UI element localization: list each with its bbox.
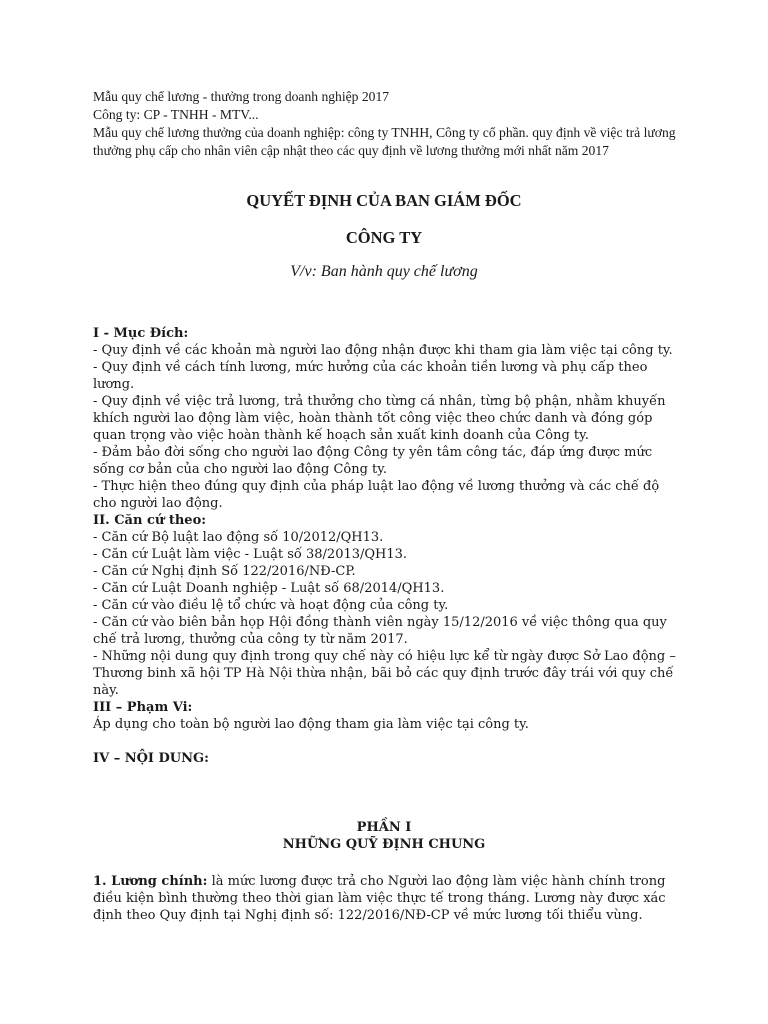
part-heading: [0, 819, 768, 853]
list-item: - Căn cứ Nghị định Số 122/2016/NĐ-CP.: [93, 564, 356, 579]
list-item: - Quy định về việc trả lương, trả thưởng cho từng cá nhân, từng bộ phận, nhằm khuyến khích người lao động làm việc, hoàn thành tốt công việc theo chức danh và đóng góp quan trọng vào việc hoàn thành kế hoạch sản xuất kinh doanh của Công ty.: [93, 394, 666, 443]
document-body: [93, 325, 683, 767]
section-heading-content: IV – NỘI DUNG:: [93, 751, 209, 766]
decision-subtitle: V/v: Ban hành quy chế lương: [290, 263, 478, 280]
intro-line-title: Mẫu quy chế lương - thưởng trong doanh nghiệp 2017: [93, 89, 390, 104]
list-item: - Căn cứ Luật làm việc - Luật số 38/2013/QH13.: [93, 547, 408, 562]
part-title: PHẦN I: [356, 820, 412, 835]
list-item: - Quy định về cách tính lương, mức hưởng của các khoản tiền lương và phụ cấp theo lương.: [93, 360, 648, 392]
intro-line-description: Mẫu quy chế lương thưởng của doanh nghiệp: công ty TNHH, Công ty cổ phần. quy định về việc trả lương thưởng phụ cấp cho nhân viên cập nhật theo các quy định về lương thưởng mới nhất năm 2017: [93, 125, 676, 158]
paragraph-label: 1. Lương chính:: [93, 874, 208, 889]
list-item: - Căn cứ vào điều lệ tổ chức và hoạt động của công ty.: [93, 598, 449, 613]
spacer: [93, 733, 683, 750]
section-heading-scope: III – Phạm Vi:: [93, 700, 193, 715]
list-item: - Đảm bảo đời sống cho người lao động Công ty yên tâm công tác, đáp ứng được mức sống cơ bản của cho người lao động Công ty.: [93, 445, 653, 477]
list-item: - Căn cứ vào biên bản họp Hội đồng thành viên ngày 15/12/2016 về việc thông qua quy chế trả lương, thưởng của công ty từ năm 2017.: [93, 615, 667, 647]
list-item: - Căn cứ Bộ luật lao động số 10/2012/QH13.: [93, 530, 384, 545]
paragraph-body: là mức lương được trả cho Người lao động làm việc hành chính trong điều kiện bình thường theo thời gian làm việc thực tế trong tháng. Lương này được xác định theo Quy định tại Nghị định số: 122/2016/NĐ-CP về mức lương tối thiểu vùng.: [93, 874, 666, 923]
company-title: CÔNG TY: [345, 228, 423, 247]
part-subtitle: NHỮNG QUỸ ĐỊNH CHUNG: [282, 837, 486, 852]
intro-block: [93, 88, 683, 160]
list-item: - Quy định về các khoản mà người lao động nhận được khi tham gia làm việc tại công ty.: [93, 343, 673, 358]
paragraph-main-salary: [93, 873, 683, 924]
section-heading-basis: II. Căn cứ theo:: [93, 513, 207, 528]
paragraph-text: [93, 873, 683, 924]
section-heading-purpose: I - Mục Đích:: [93, 326, 189, 341]
list-item: - Những nội dung quy định trong quy chế này có hiệu lực kể từ ngày được Sở Lao động – Thương binh xã hội TP Hà Nội thừa nhận, bãi bỏ các quy định trước đây trái với quy chế này.: [93, 649, 676, 698]
scope-text: Áp dụng cho toàn bộ người lao động tham gia làm việc tại công ty.: [93, 717, 529, 732]
list-item: - Thực hiện theo đúng quy định của pháp luật lao động về lương thưởng và các chế độ cho người lao động.: [93, 479, 660, 511]
intro-line-company: Công ty: CP - TNHH - MTV...: [93, 107, 259, 122]
decision-title: QUYẾT ĐỊNH CỦA BAN GIÁM ĐỐC: [246, 191, 522, 210]
list-item: - Căn cứ Luật Doanh nghiệp - Luật số 68/2014/QH13.: [93, 581, 445, 596]
